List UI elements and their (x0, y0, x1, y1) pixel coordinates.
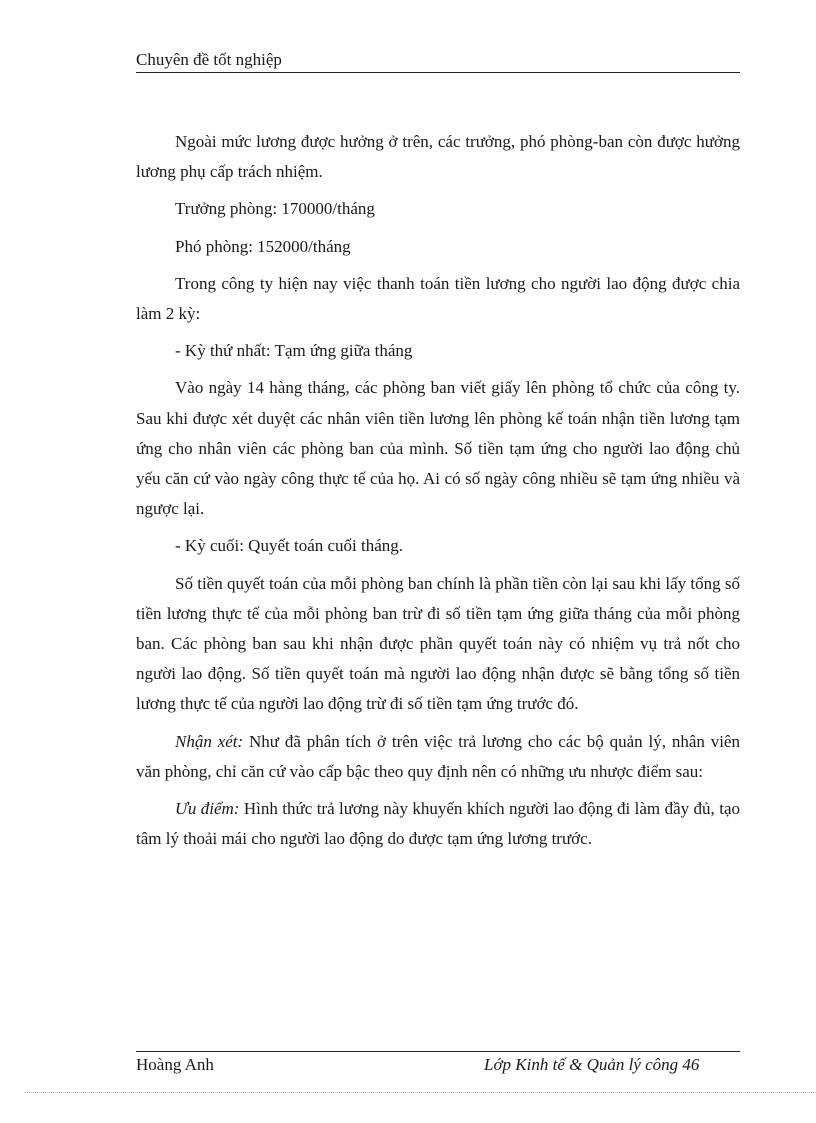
paragraph-settlement-details: Số tiền quyết toán của mỗi phòng ban chính là phần tiền còn lại sau khi lấy tổng số tiền lương thực tế của mỗi phòng ban trừ đi số tiền tạm ứng giữa tháng của mỗi phòng ban. Các phòng ban sau khi nhận được phần quyết toán này có nhiệm vụ trả nốt cho người lao động. Số tiền quyết toán mà người lao động nhận được sẽ bằng tổng số tiền lương thực tế của người lao động trừ đi số tiền tạm ứng trước đó. (136, 573, 740, 714)
page-header (136, 48, 740, 73)
paragraph-first-period: - Kỳ thứ nhất: Tạm ứng giữa tháng (175, 341, 413, 361)
page-bottom-edge (24, 1092, 816, 1093)
remarks-label: Nhận xét: (175, 731, 244, 751)
paragraph-advantages: Ưu điểm: Hình thức trả lương này khuyến khích người lao động đi làm đầy đủ, tạo tâm lý thoải mái cho người lao động do được tạm ứng lương trước. (136, 799, 740, 849)
footer-author: Hoàng Anh (136, 1055, 214, 1074)
footer-divider (136, 1051, 740, 1052)
paragraph-allowance-intro: Ngoài mức lương được hưởng ở trên, các trưởng, phó phòng-ban còn được hưởng lương phụ cấp trách nhiệm. (136, 132, 740, 182)
advantages-label: Ưu điểm: (175, 799, 240, 819)
paragraph-remarks: Nhận xét: Như đã phân tích ở trên việc trả lương cho các bộ quản lý, nhân viên văn phòng, chỉ căn cứ vào cấp bậc theo quy định nên có những ưu nhược điểm sau: (136, 731, 740, 781)
paragraph-final-period: - Kỳ cuối: Quyết toán cuối tháng. (175, 536, 404, 556)
paragraph-deputy-allowance: Phó phòng: 152000/tháng (175, 236, 351, 256)
document-body (136, 127, 740, 861)
header-title: Chuyên đề tốt nghiệp (136, 50, 282, 69)
paragraph-head-allowance: Trưởng phòng: 170000/tháng (175, 199, 375, 219)
footer-class: Lớp Kinh tế & Quản lý công 46 (484, 1055, 700, 1074)
paragraph-advance-details: Vào ngày 14 hàng tháng, các phòng ban viết giấy lên phòng tổ chức của công ty. Sau khi được xét duyệt các nhân viên tiền lương lên phòng kế toán nhận tiền lương tạm ứng cho nhân viên các phòng ban của mình. Số tiền tạm ứng cho người lao động chủ yếu căn cứ vào ngày công thực tế của họ. Ai có số ngày công nhiều sẽ tạm ứng nhiều và ngược lại. (136, 378, 740, 519)
paragraph-payment-periods: Trong công ty hiện nay việc thanh toán tiền lương cho người lao động được chia làm 2 kỳ: (136, 273, 740, 324)
